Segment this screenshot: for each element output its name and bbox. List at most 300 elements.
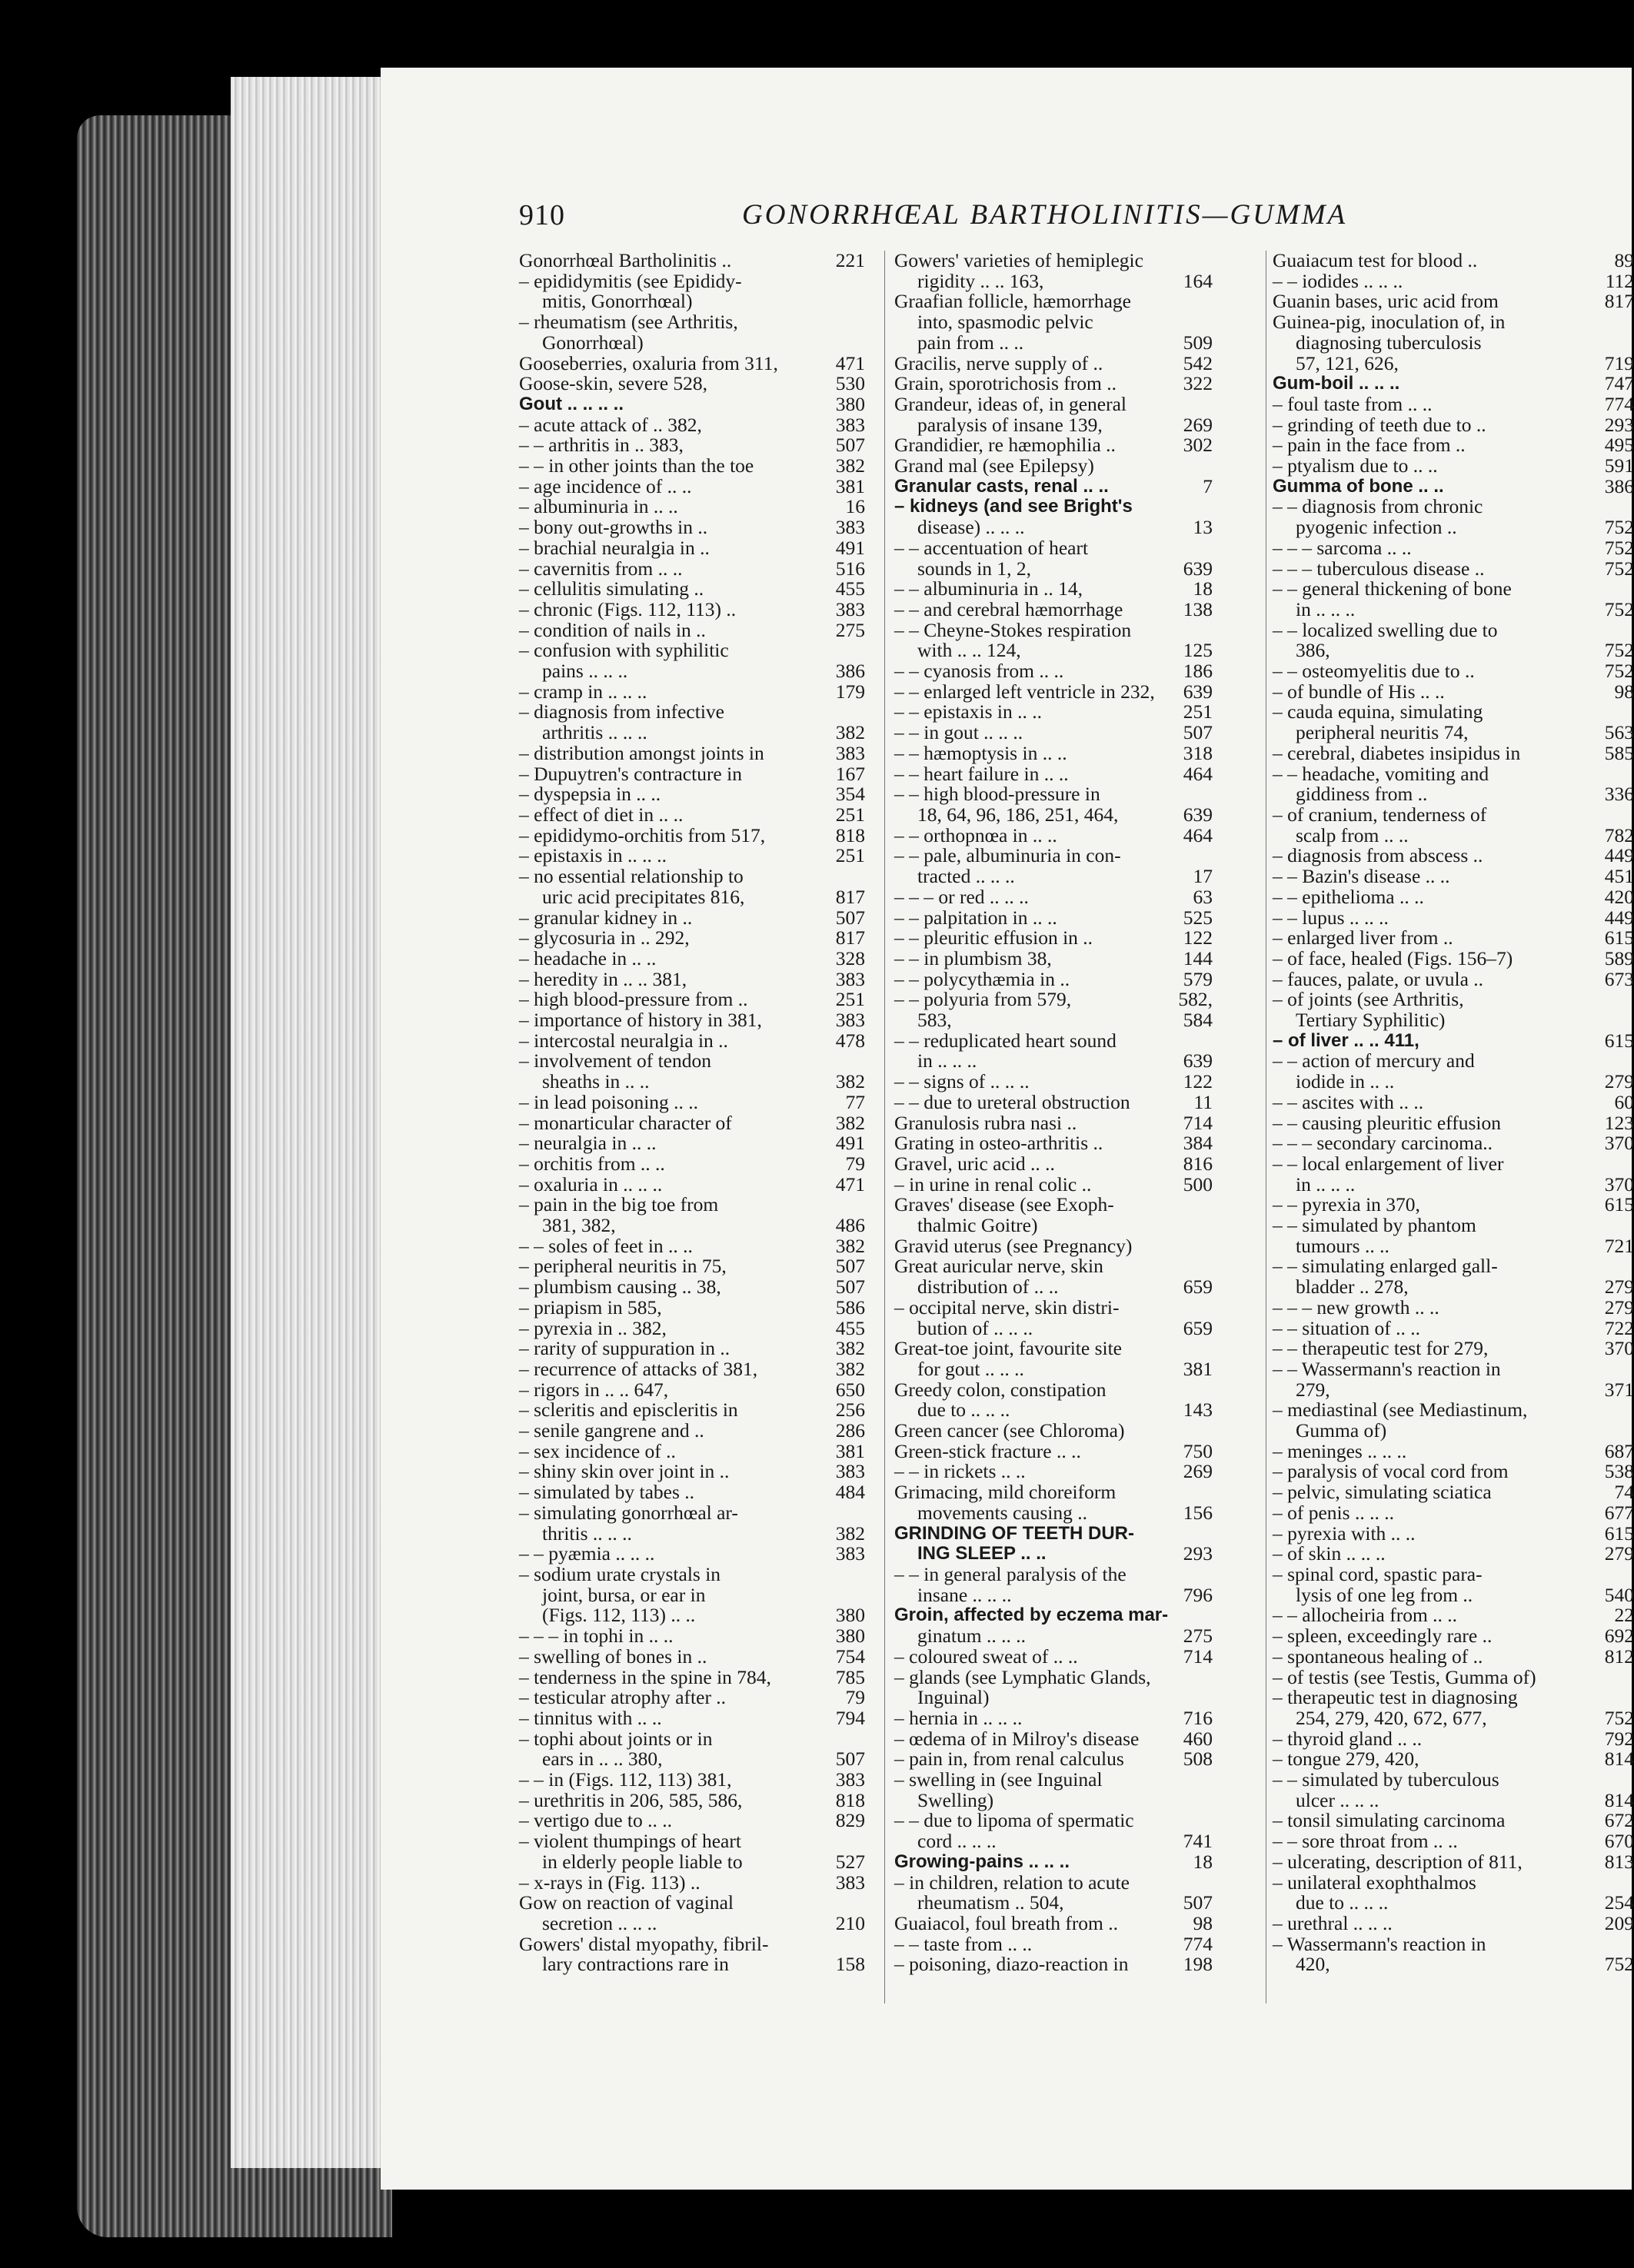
index-page-ref: 256 (835, 1398, 865, 1422)
index-entry-text: sheaths in .. .. (542, 1070, 650, 1093)
index-entry-text: Grating in osteo-arthritis .. (894, 1132, 1103, 1155)
index-page-ref: 381 (1183, 1357, 1213, 1380)
index-entry (1273, 1482, 1634, 1503)
index-entry (1273, 682, 1634, 703)
book-page-block (231, 77, 384, 2168)
index-page-ref: 279 (1604, 1295, 1634, 1319)
index-entry-text: – of bundle of His .. .. (1273, 680, 1445, 703)
index-entry (894, 1113, 1213, 1134)
index-entry (519, 1788, 865, 1811)
index-entry-text: Gravid uterus (see Pregnancy) (894, 1234, 1133, 1257)
index-entry (894, 1195, 1213, 1215)
index-entry-text: – scleritis and episcleritis in (519, 1398, 738, 1422)
index-page-ref: 22 (1614, 1604, 1634, 1627)
index-entry (1273, 1113, 1634, 1134)
index-page-ref: 60 (1614, 1090, 1634, 1113)
index-page-ref: 79 (845, 1686, 865, 1709)
index-entry (519, 887, 865, 908)
column-rule (884, 251, 885, 2004)
index-entry (894, 312, 1213, 333)
index-entry-text: Grandeur, ideas of, in general (894, 392, 1127, 415)
index-entry-text: – chronic (Figs. 112, 113) .. (519, 597, 737, 620)
index-page-ref: 18 (1193, 1850, 1213, 1873)
index-entry-text: – shiny skin over joint in .. (519, 1460, 730, 1483)
index-entry (519, 1010, 865, 1031)
index-page-ref: 752 (1604, 536, 1634, 559)
index-entry-text: Grand mal (see Epilepsy) (894, 454, 1094, 477)
index-entry (894, 1359, 1213, 1380)
index-entry (519, 351, 865, 374)
index-entry-text: – swelling in (see Inguinal (894, 1768, 1103, 1791)
index-entry (1273, 1665, 1634, 1688)
index-entry (1273, 1172, 1634, 1196)
index-page-ref: 138 (1183, 597, 1213, 620)
index-entry (1273, 1195, 1634, 1215)
index-entry-text: – – ascites with .. .. (1273, 1090, 1424, 1113)
index-entry (894, 351, 1213, 374)
index-entry (519, 846, 865, 866)
index-entry-text: – – situation of .. .. (1273, 1316, 1420, 1339)
index-entry-text: – – osteomyelitis due to .. (1273, 660, 1475, 683)
index-entry-text: – tenderness in the spine in 784, (519, 1665, 771, 1688)
index-entry-text: tracted .. .. .. (917, 865, 1015, 888)
index-entry-text: – therapeutic test in diagnosing (1273, 1686, 1518, 1709)
index-page-ref: 275 (835, 618, 865, 641)
index-entry-text: Groin, affected by eczema mar- (894, 1605, 1169, 1626)
index-entry-text: – – reduplicated heart sound (894, 1029, 1117, 1052)
index-page-ref: 79 (845, 1152, 865, 1175)
index-entry (894, 415, 1213, 436)
index-entry (894, 1893, 1213, 1914)
index-entry-text: distribution of .. .. (917, 1275, 1059, 1299)
index-page-ref: 464 (1183, 762, 1213, 785)
index-page-ref: 336 (1604, 783, 1634, 806)
index-entry-text: – paralysis of vocal cord from (1273, 1460, 1509, 1483)
index-page-ref: 507 (1183, 1891, 1213, 1914)
index-page-ref: 383 (835, 967, 865, 990)
index-entry (894, 1749, 1213, 1770)
index-page-ref: 210 (835, 1911, 865, 1934)
index-entry-text: into, spasmodic pelvic (917, 311, 1093, 334)
index-entry (1273, 1072, 1634, 1092)
index-entry-text: – cramp in .. .. .. (519, 680, 647, 703)
index-entry (1273, 1873, 1634, 1894)
index-page-ref: 370 (1604, 1132, 1634, 1155)
index-entry (1273, 661, 1634, 682)
index-entry (519, 1316, 865, 1339)
index-entry (894, 538, 1213, 559)
index-entry-text: Gum-boil .. .. .. (1273, 373, 1400, 394)
index-entry (1273, 1339, 1634, 1359)
index-entry-text: – pain in the big toe from (519, 1193, 719, 1216)
index-page-ref: 383 (835, 1542, 865, 1565)
index-entry (519, 928, 865, 949)
index-entry (1273, 1688, 1634, 1708)
index-entry-text: – – in rickets .. .. (894, 1460, 1026, 1483)
index-entry-text: – – allocheiria from .. .. (1273, 1604, 1458, 1627)
index-column-2 (894, 251, 1213, 1975)
index-page-ref: 328 (835, 946, 865, 969)
index-entry (894, 805, 1213, 826)
index-entry (1273, 928, 1634, 949)
index-page-ref: 507 (835, 1255, 865, 1278)
index-entry-text: ING SLEEP .. .. (917, 1543, 1047, 1565)
index-entry (894, 1688, 1213, 1708)
index-entry (519, 1873, 865, 1894)
index-entry-text: – fauces, palate, or uvula .. (1273, 967, 1484, 990)
index-entry-text: – unilateral exophthalmos (1273, 1871, 1476, 1894)
index-page-ref: 279 (1604, 1070, 1634, 1093)
index-entry (519, 1852, 865, 1873)
index-entry (894, 1626, 1213, 1647)
index-entry-text: – importance of history in 381, (519, 1009, 762, 1032)
index-page-ref: 639 (1183, 680, 1213, 703)
index-entry (519, 661, 865, 682)
index-page-ref: 721 (1604, 1234, 1634, 1257)
index-column-1 (519, 251, 865, 1975)
index-entry-text: in .. .. .. (1296, 1172, 1356, 1196)
index-page-ref: 383 (835, 741, 865, 764)
index-entry (894, 1954, 1213, 1975)
index-entry-text: 279, (1296, 1378, 1330, 1401)
index-entry-text: – swelling of bones in .. (519, 1644, 707, 1668)
index-page-ref: 714 (1183, 1644, 1213, 1668)
index-entry-text: – mediastinal (see Mediastinum, (1273, 1398, 1528, 1422)
index-entry (894, 374, 1213, 394)
index-entry (1273, 1133, 1634, 1154)
running-head: GONORRHŒAL BARTHOLINITIS—GUMMA (742, 199, 1348, 231)
index-entry (519, 1893, 865, 1914)
index-entry-text: – of skin .. .. .. (1273, 1542, 1386, 1565)
index-entry-text: – – – tuberculous disease .. (1273, 557, 1485, 580)
index-entry-text: – spleen, exceedingly rare .. (1273, 1625, 1493, 1648)
index-entry-text: peripheral neuritis 74, (1296, 721, 1469, 744)
index-entry (519, 435, 865, 456)
index-entry (519, 682, 865, 703)
index-entry (1273, 1236, 1634, 1257)
index-entry (894, 474, 1213, 497)
index-entry-text: – – localized swelling due to (1273, 618, 1498, 641)
index-entry-text: – – palpitation in .. .. (894, 906, 1057, 929)
index-page-ref: 383 (835, 1768, 865, 1791)
index-page-ref: 508 (1183, 1748, 1213, 1771)
index-entry-text: – dyspepsia in .. .. (519, 783, 661, 806)
index-entry-text: – ptyalism due to .. .. (1273, 454, 1438, 477)
index-page-ref: 525 (1183, 906, 1213, 929)
index-page-ref: 269 (1183, 1460, 1213, 1483)
index-entry (1273, 1831, 1634, 1852)
index-entry (894, 989, 1213, 1010)
index-page-ref: 591 (1604, 454, 1634, 477)
index-page-ref: 817 (1604, 290, 1634, 313)
index-entry-text: 57, 121, 626, (1296, 351, 1399, 374)
index-entry (1273, 1421, 1634, 1442)
index-entry-text: 583, (917, 1009, 952, 1032)
index-entry (519, 640, 865, 661)
index-entry (1273, 474, 1634, 497)
index-entry-text: with .. .. 124, (917, 639, 1021, 662)
index-entry-text: – priapism in 585, (519, 1295, 662, 1319)
index-entry (1273, 887, 1634, 908)
index-entry (519, 1503, 865, 1524)
index-entry-text: – glands (see Lymphatic Glands, (894, 1665, 1151, 1688)
index-entry-text: – – signs of .. .. .. (894, 1070, 1030, 1093)
index-entry (1273, 989, 1634, 1010)
index-entry-text: Guanin bases, uric acid from (1273, 290, 1499, 313)
index-entry-text: – – in gout .. .. .. (894, 721, 1023, 744)
index-column-3 (1273, 251, 1634, 1975)
index-page-ref: 500 (1183, 1172, 1213, 1196)
index-page-ref: 354 (835, 783, 865, 806)
index-page-ref: 18 (1193, 577, 1213, 600)
index-entry (519, 1236, 865, 1257)
index-entry-text: joint, bursa, or ear in (542, 1583, 706, 1606)
index-entry-text: – tonsil simulating carcinoma (1273, 1809, 1506, 1832)
index-page-ref: 639 (1183, 803, 1213, 826)
index-entry (894, 784, 1213, 805)
index-entry-text: paralysis of insane 139, (917, 413, 1103, 436)
index-entry-text: – – iodides .. .. .. (1273, 269, 1403, 292)
index-entry-text: – cerebral, diabetes insipidus in (1273, 741, 1521, 764)
index-entry-text: pyogenic infection .. (1296, 516, 1457, 539)
index-entry (519, 517, 865, 538)
index-page-ref: 144 (1183, 946, 1213, 969)
index-entry-text: – of testis (see Testis, Gumma of) (1273, 1665, 1536, 1688)
index-page-ref: 507 (835, 906, 865, 929)
index-entry-text: thalmic Goitre) (917, 1214, 1038, 1237)
index-entry-text: – of liver .. .. 411, (1273, 1029, 1419, 1051)
index-entry-text: – simulating gonorrhœal ar- (519, 1501, 738, 1524)
index-entry-text: Great-toe joint, favourite site (894, 1337, 1122, 1360)
index-page-ref: 464 (1183, 823, 1213, 846)
index-entry-text: – – pyæmia .. .. .. (519, 1542, 655, 1565)
index-entry-text: – œdema of in Milroy's disease (894, 1727, 1140, 1750)
index-entry (519, 1770, 865, 1791)
index-entry-text: Gracilis, nerve supply of .. (894, 351, 1103, 374)
index-entry (1273, 517, 1634, 538)
index-entry-text: Gowers' distal myopathy, fibril- (519, 1932, 769, 1955)
index-page-ref: 382 (835, 1234, 865, 1257)
index-entry (519, 1585, 865, 1606)
index-entry (1273, 1295, 1634, 1319)
index-entry (1273, 620, 1634, 641)
index-entry-text: – – local enlargement of liver (1273, 1152, 1504, 1175)
index-entry-text: – of face, healed (Figs. 156–7) (1273, 946, 1513, 969)
index-entry (1273, 784, 1634, 805)
index-entry-text: – – in other joints than the toe (519, 454, 754, 477)
index-entry-text: Goose-skin, severe 528, (519, 372, 708, 395)
index-page-ref: 380 (835, 1604, 865, 1627)
index-page-ref: 491 (835, 1132, 865, 1155)
index-entry-text: 386, (1296, 639, 1330, 662)
index-entry (519, 1380, 865, 1401)
index-entry (519, 1521, 865, 1545)
index-page-ref: 741 (1183, 1830, 1213, 1853)
index-entry-text: – – sore throat from .. .. (1273, 1830, 1458, 1853)
index-entry-text: – x-rays in (Fig. 113) .. (519, 1871, 701, 1894)
index-entry-text: ears in .. .. 380, (542, 1748, 663, 1771)
index-entry (1273, 497, 1634, 517)
index-page-ref: 123 (1604, 1111, 1634, 1134)
index-entry (894, 333, 1213, 354)
index-page-ref: 293 (1604, 413, 1634, 436)
index-page-ref: 382 (835, 1337, 865, 1360)
index-entry (519, 1439, 865, 1462)
index-page-ref: 382 (835, 1111, 865, 1134)
index-page-ref: 254 (1604, 1891, 1634, 1914)
index-page-ref: 818 (835, 823, 865, 846)
index-entry (894, 1503, 1213, 1524)
index-entry-text: – plumbism causing .. 38, (519, 1275, 721, 1299)
index-page-ref: 63 (1193, 885, 1213, 908)
index-entry (519, 312, 865, 333)
index-entry-text: – – – secondary carcinoma.. (1273, 1132, 1493, 1155)
index-page-ref: 384 (1183, 1132, 1213, 1155)
index-page-ref: 386 (835, 660, 865, 683)
index-entry (519, 1934, 865, 1955)
index-entry (894, 1934, 1213, 1955)
index-page-ref: 782 (1604, 823, 1634, 846)
index-page-ref: 507 (835, 1748, 865, 1771)
index-entry-text: – – headache, vomiting and (1273, 762, 1489, 785)
index-entry (894, 597, 1213, 620)
index-page-ref: 380 (835, 1625, 865, 1648)
index-entry-text: – – Cheyne-Stokes respiration (894, 618, 1132, 641)
index-entry-text: – rarity of suppuration in .. (519, 1337, 730, 1360)
index-entry (894, 1421, 1213, 1442)
index-entry-text: – – enlarged left ventricle in 232, (894, 680, 1155, 703)
index-page-ref: 812 (1604, 1644, 1634, 1668)
index-entry (1273, 579, 1634, 600)
index-page-ref: 471 (835, 351, 865, 374)
index-entry-text: Grimacing, mild choreiform (894, 1481, 1117, 1504)
index-entry (894, 1708, 1213, 1729)
index-entry (1273, 374, 1634, 394)
index-entry-text: – peripheral neuritis in 75, (519, 1255, 727, 1278)
index-entry (1273, 1031, 1634, 1052)
index-entry (519, 946, 865, 969)
index-page-ref: 563 (1604, 721, 1634, 744)
index-entry (894, 640, 1213, 661)
index-page-ref: 615 (1604, 1029, 1634, 1052)
index-page-ref: 13 (1193, 516, 1213, 539)
index-entry-text: – – albuminuria in .. 14, (894, 577, 1083, 600)
index-entry-text: Swelling) (917, 1788, 994, 1811)
index-page-ref: 209 (1604, 1911, 1634, 1934)
index-entry (894, 1316, 1213, 1339)
index-entry-text: pain from .. .. (917, 331, 1024, 354)
index-entry-text: – in children, relation to acute (894, 1871, 1130, 1894)
index-entry-text: Gowers' varieties of hemiplegic (894, 249, 1143, 271)
index-entry-text: bution of .. .. .. (917, 1316, 1033, 1339)
index-entry (1273, 291, 1634, 312)
index-entry (519, 1172, 865, 1196)
index-entry (894, 1665, 1213, 1688)
index-entry-text: Guaiacol, foul breath from .. (894, 1911, 1119, 1934)
index-entry (519, 394, 865, 415)
index-entry-text: – – simulating enlarged gall- (1273, 1255, 1498, 1278)
index-entry (519, 1215, 865, 1236)
index-entry-text: – diagnosis from abscess .. (1273, 844, 1483, 867)
index-entry-text: – condition of nails in .. (519, 618, 706, 641)
index-entry-text: – senile gangrene and .. (519, 1419, 704, 1442)
index-page-ref: 143 (1183, 1398, 1213, 1422)
index-entry (894, 1072, 1213, 1092)
index-page-ref: 586 (835, 1295, 865, 1319)
index-entry-text: due to .. .. .. (1296, 1891, 1389, 1914)
index-entry (519, 1195, 865, 1215)
index-entry-text: – foul taste from .. .. (1273, 392, 1433, 415)
index-entry-text: secretion .. .. .. (542, 1911, 657, 1934)
index-page-ref: 383 (835, 1009, 865, 1032)
index-entry (894, 1154, 1213, 1175)
index-page-ref: 382 (835, 454, 865, 477)
index-entry (894, 1051, 1213, 1072)
index-page-ref: 383 (835, 1871, 865, 1894)
index-entry (894, 1585, 1213, 1606)
index-entry (894, 1852, 1213, 1873)
index-entry-text: – headache in .. .. (519, 946, 657, 969)
index-page-ref: 279 (1604, 1275, 1634, 1299)
index-entry-text: rigidity .. .. 163, (917, 269, 1044, 292)
index-page-ref: 11 (1193, 1090, 1213, 1113)
index-entry-text: mitis, Gonorrhœal) (542, 290, 693, 313)
index-entry-text: – – cyanosis from .. .. (894, 660, 1064, 683)
index-entry-text: – bony out-growths in .. (519, 516, 708, 539)
index-entry (894, 764, 1213, 785)
index-page-ref: 455 (835, 577, 865, 600)
index-entry (1273, 456, 1634, 477)
index-page-ref: 383 (835, 516, 865, 539)
index-entry-text: – confusion with syphilitic (519, 639, 729, 662)
index-entry (1273, 1954, 1634, 1975)
index-page-ref: 752 (1604, 660, 1634, 683)
index-entry (519, 1954, 865, 1975)
index-entry (1273, 1359, 1634, 1380)
index-entry-text: – pyrexia with .. .. (1273, 1521, 1416, 1545)
index-entry (894, 702, 1213, 723)
index-entry (1273, 1893, 1634, 1914)
index-page-ref: 542 (1183, 351, 1213, 374)
index-entry-text: – sex incidence of .. (519, 1439, 676, 1462)
index-entry-text: Gow on reaction of vaginal (519, 1891, 734, 1914)
index-entry-text: – – polyuria from 579, (894, 988, 1072, 1011)
index-entry (519, 1421, 865, 1442)
index-entry-text: 420, (1296, 1953, 1330, 1976)
index-entry (894, 846, 1213, 866)
index-entry-text: Graafian follicle, hæmorrhage (894, 290, 1131, 313)
index-entry (1273, 723, 1634, 743)
index-page-ref: 125 (1183, 639, 1213, 662)
index-entry (519, 415, 865, 436)
index-entry (894, 1873, 1213, 1894)
index-entry (894, 908, 1213, 929)
index-entry (519, 1644, 865, 1668)
index-page-ref: 817 (835, 926, 865, 949)
index-page-ref: 471 (835, 1172, 865, 1196)
index-entry (1273, 538, 1634, 559)
index-entry (519, 743, 865, 764)
index-entry-text: rheumatism .. 504, (917, 1891, 1064, 1914)
index-entry (1273, 1462, 1634, 1482)
index-page-ref: 507 (835, 434, 865, 457)
index-entry-text: Guaiacum test for blood .. (1273, 249, 1478, 271)
index-entry-text: – – – or red .. .. .. (894, 885, 1029, 908)
index-entry (519, 1256, 865, 1277)
index-entry (519, 723, 865, 743)
index-entry (519, 597, 865, 620)
index-entry-text: – spontaneous healing of .. (1273, 1644, 1483, 1668)
